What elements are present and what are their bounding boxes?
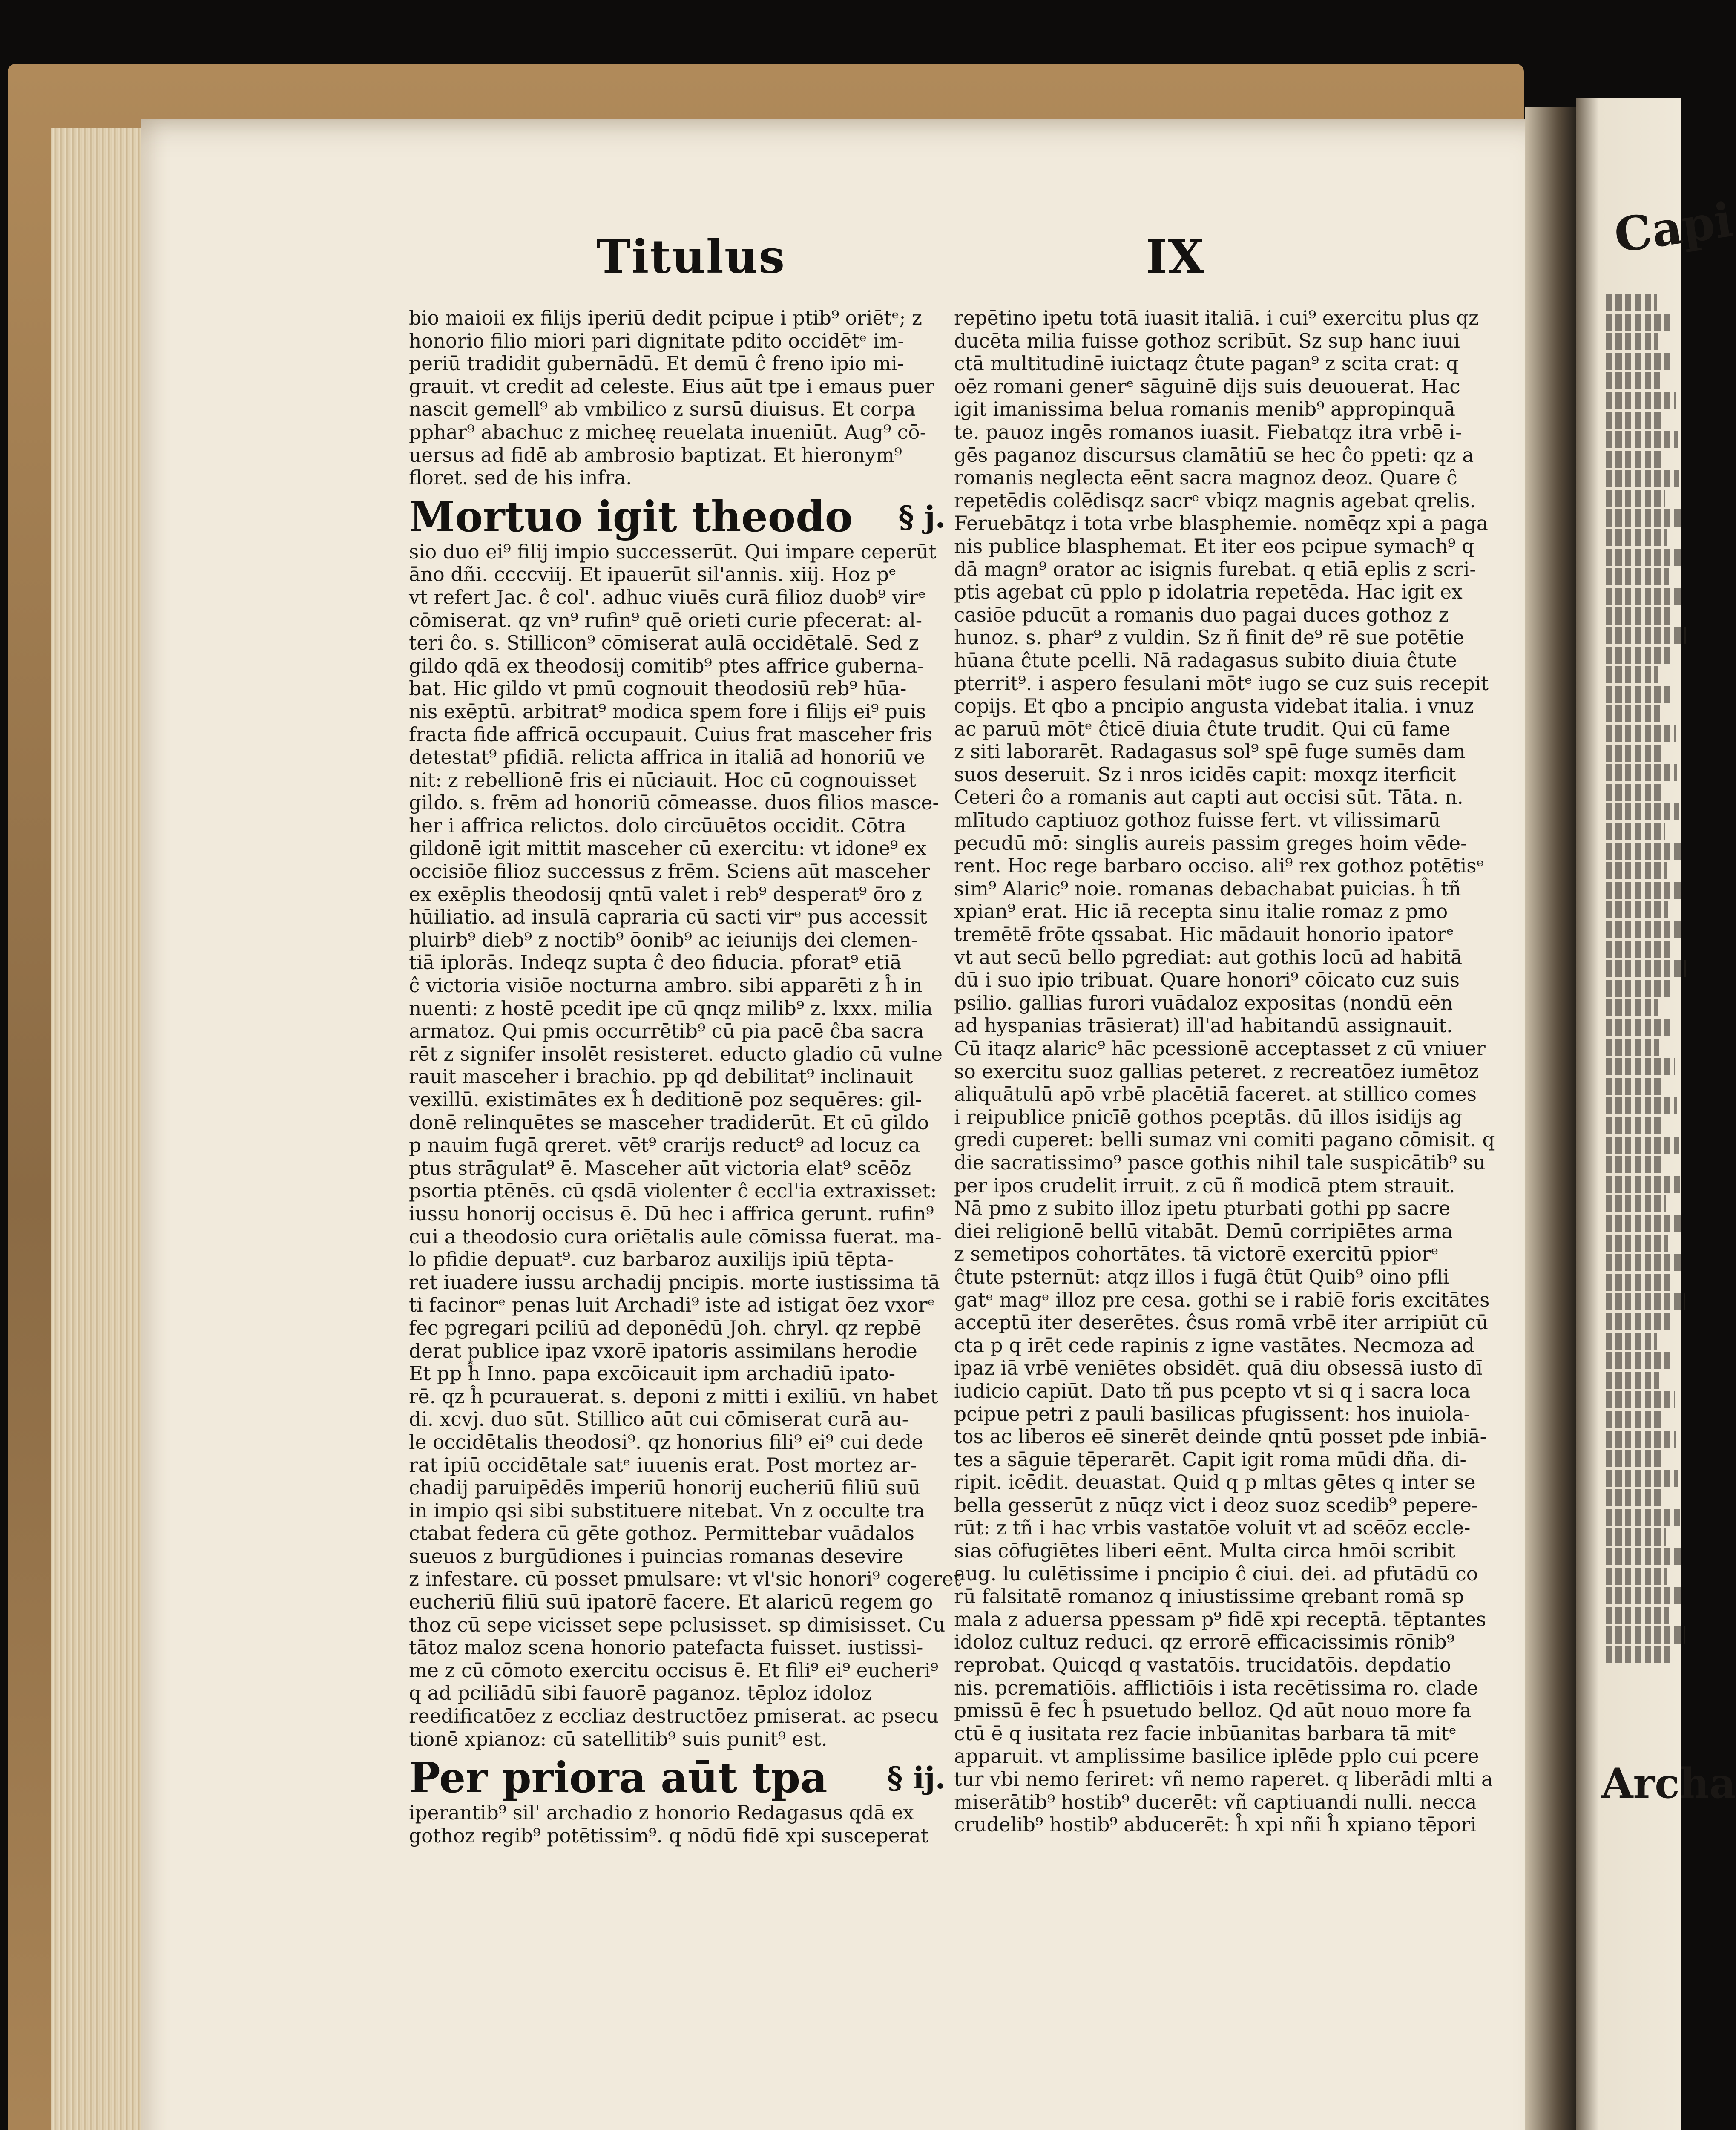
facing-page-line xyxy=(1606,745,1661,762)
text-line: rū falsitatē romanoz q iniustissime qrebant romā sp xyxy=(954,1585,1464,1608)
text-line: ĉ victoria visiōe nocturna ambro. sibi apparēti z ĥ in xyxy=(409,974,923,997)
facing-page-line xyxy=(1606,941,1670,958)
facing-page-line xyxy=(1606,1548,1681,1565)
text-line: gildo qdā ex theodosij comitib⁹ ptes affrice guberna- xyxy=(409,654,924,677)
facing-page-line xyxy=(1606,862,1667,879)
facing-page-line xyxy=(1606,1607,1669,1624)
facing-page-line xyxy=(1606,1646,1671,1663)
facing-page-fragment: Archa xyxy=(1601,1759,1736,1808)
facing-page-line xyxy=(1606,392,1676,409)
text-line: casiōe pducūt a romanis duo pagai duces gothoz z xyxy=(954,603,1449,626)
text-line: pecudū mō: singlis aureis passim greges hoim vēde- xyxy=(954,832,1467,855)
text-line: sim⁹ Alaric⁹ noie. romanas debachabat puicias. ĥ tñ xyxy=(954,877,1461,900)
section-heading-1 xyxy=(409,489,958,541)
facing-page-line xyxy=(1606,1176,1680,1193)
text-line: cta p q irēt cede rapinis z igne vastātes. Necmoza ad xyxy=(954,1334,1475,1357)
facing-page-line xyxy=(1606,372,1660,389)
text-line: ret iuadere iussu archadij pncipis. morte iustissima tā xyxy=(409,1271,940,1294)
text-line: bio maioii ex filijs iperiū dedit pcipue i ptib⁹ oriētᵉ; z xyxy=(409,307,922,329)
text-line: repētino ipetu totā iuasit italiā. i cui⁹ exercitu plus qz xyxy=(954,307,1479,329)
text-line: āno dñi. ccccviij. Et ipauerūt sil'annis. xiij. Hoz pᵉ xyxy=(409,563,897,586)
text-line: rēt z signifer insolēt resisteret. educto gladio cū vulne xyxy=(409,1042,943,1065)
facing-page-line xyxy=(1606,353,1674,370)
facing-page-line xyxy=(1606,529,1667,546)
facing-page-line xyxy=(1606,1391,1675,1408)
text-line: z infestare. cū posset pmulsare: vt vl'sic honori⁹ cogeret xyxy=(409,1568,961,1591)
text-line: bat. Hic gildo vt pmū cognouit theodosiū reb⁹ hūa- xyxy=(409,677,907,700)
text-line: Nā pmo z subito illoz ipetu pturbati gothi pp sacre xyxy=(954,1197,1451,1220)
text-line: tionē xpianoz: cū satellitib⁹ suis punit⁹ est. xyxy=(409,1727,828,1750)
text-line: ad hyspanias trāsierat) ill'ad habitandū assignauit. xyxy=(954,1014,1453,1037)
facing-page-line xyxy=(1606,1509,1680,1526)
section-heading-2 xyxy=(409,1750,958,1802)
left-column-intro xyxy=(409,307,958,489)
text-line: thoz cū sepe vicisset sepe pclusisset. sp dimisisset. Cu xyxy=(409,1613,946,1636)
text-line: fec pgregari pciliū ad deponēdū Joh. chryl. qz repbē xyxy=(409,1316,922,1339)
text-line: hūana ĉtute pcelli. Nā radagasus subito diuia ĉtute xyxy=(954,649,1457,672)
text-line: nuenti: z hostē pcedit ipe cū qnqz milib⁹ z. lxxx. milia xyxy=(409,997,933,1020)
text-line: psilio. gallias furori vuādaloz expositas (nondū eēn xyxy=(954,991,1453,1014)
text-line: ducēta milia fuisse gothoz scribūt. Sz sup hanc iuui xyxy=(954,329,1460,352)
text-line: floret. sed de his infra. xyxy=(409,466,632,489)
facing-page-line xyxy=(1606,764,1677,781)
text-line: psortia ptēnēs. cū qsdā violenter ĉ eccl'ia extraxisset: xyxy=(409,1180,937,1203)
text-line: i reipublice pnicīē gothos pceptās. dū illos isidijs ag xyxy=(954,1105,1463,1128)
facing-page-line xyxy=(1606,1313,1671,1330)
text-line: te. pauoz ingēs romanos iuasit. Fiebatqz itra vrbē i- xyxy=(954,420,1462,443)
right-column xyxy=(954,307,1503,1836)
text-line: p nauim fugā qreret. vēt⁹ crarijs reduct⁹ ad locuz ca xyxy=(409,1134,920,1157)
text-line: ex exēplis theodosij qntū valet i reb⁹ desperat⁹ ōro z xyxy=(409,883,922,906)
text-line: Cū itaqz alaric⁹ hāc pcessionē acceptasset z cū vniuer xyxy=(954,1037,1486,1060)
section-heading-1-text: Mortuo igit theodo xyxy=(409,492,853,541)
page-edges xyxy=(51,128,145,2130)
text-line: igit imanissima belua romanis menib⁹ appropinquā xyxy=(954,398,1456,421)
text-line: le occidētalis theodosi⁹. qz honorius fili⁹ ei⁹ cui dede xyxy=(409,1431,923,1454)
text-line: sueuos z burgūdiones i puincias romanas desevire xyxy=(409,1545,904,1568)
facing-page-line xyxy=(1606,568,1669,585)
facing-page-line xyxy=(1606,1137,1679,1154)
text-line: ripit. icēdit. deuastat. Quid q p mltas gētes q inter se xyxy=(954,1471,1476,1494)
text-line: Et pp ĥ Inno. papa excōicauit ipm archadiū ipato- xyxy=(409,1362,896,1385)
text-line: gothoz regib⁹ potētissim⁹. q nōdū fidē xpi susceperat xyxy=(409,1824,928,1847)
text-line: sias cōfugiētes liberi eēnt. Multa circa hmōi scribit xyxy=(954,1540,1455,1563)
text-line: dā magn⁹ orator ac isignis furebat. q etiā eplis z scri- xyxy=(954,558,1476,581)
text-line: ti facinorᵉ penas luit Archadi⁹ iste ad istigat ōez vxorᵉ xyxy=(409,1294,935,1317)
text-line: ptis agebat cū pplo p idolatria repetēda. Hac igit ex xyxy=(954,581,1463,604)
facing-page xyxy=(1576,98,1736,2130)
text-line: repetēdis colēdisqz sacrᵉ vbiqz magnis agebat qrelis. xyxy=(954,489,1476,512)
facing-page-line xyxy=(1606,784,1663,801)
text-line: rat ipiū occidētale satᵉ iuuenis erat. Post mortez ar- xyxy=(409,1454,917,1477)
facing-page-line xyxy=(1606,882,1682,899)
text-line: chadij paruipēdēs imperiū honorij eucheriū filiū suū xyxy=(409,1477,921,1500)
text-line: mlītudo captiuoz gothoz fuisse fert. vt vilissimarū xyxy=(954,809,1441,832)
facing-page-line xyxy=(1606,803,1679,820)
facing-page-line xyxy=(1606,627,1686,644)
facing-page-line xyxy=(1606,1372,1659,1389)
facing-page-line xyxy=(1606,1626,1685,1644)
facing-page-line xyxy=(1606,921,1684,938)
text-line: crudelib⁹ hostib⁹ abducerēt: ĥ xpi nñi ĥ xpiano tēpori xyxy=(954,1813,1477,1836)
facing-page-line xyxy=(1606,1411,1661,1428)
facing-page-line xyxy=(1606,1333,1657,1350)
text-line: gildonē igit mittit masceher cū exercitu: vt idone⁹ ex xyxy=(409,837,927,860)
facing-page-line xyxy=(1606,451,1664,468)
text-line: honorio filio miori pari dignitate pdito occidētᵉ im- xyxy=(409,329,904,352)
text-line: suos deseruit. Sz i nros icidēs capit: moxqz iterficit xyxy=(954,763,1456,786)
text-line: donē relinquētes se masceher tradiderūt. Et cū gildo xyxy=(409,1111,929,1134)
text-line: diei religionē bellū vitabāt. Demū corripiētes arma xyxy=(954,1220,1453,1243)
facing-page-line xyxy=(1606,725,1676,742)
text-line: pphar⁹ abachuc z micheę reuelata inueniūt. Aug⁹ cō- xyxy=(409,420,926,443)
text-line: hunoz. s. phar⁹ z vuldin. Sz ñ finit de⁹ rē sue potētie xyxy=(954,626,1465,649)
facing-page-line xyxy=(1606,980,1672,997)
text-line: nis. pcrematiōis. afflictiōis i ista recētissima ro. clade xyxy=(954,1676,1478,1699)
book-gutter xyxy=(1525,106,1580,2130)
text-line: detestat⁹ pfidiā. relicta affrica in italiā ad honoriū ve xyxy=(409,746,925,769)
text-line: armatoz. Qui pmis occurrētib⁹ cū pia pacē ĉba sacra xyxy=(409,1020,924,1043)
facing-page-head: Capi xyxy=(1611,192,1736,263)
text-line: mala z aduersa ppessam p⁹ fidē xpi receptā. tēptantes xyxy=(954,1608,1486,1631)
text-line: reprobat. Quicqd q vastatōis. trucidatōis. depdatio xyxy=(954,1654,1451,1677)
text-line: idoloz cultuz reduci. qz errorē efficacissimis rōnib⁹ xyxy=(954,1631,1454,1654)
facing-page-line xyxy=(1606,960,1686,977)
text-line: derat publice ipaz vxorē ipatoris assimilans herodie xyxy=(409,1339,917,1362)
facing-page-line xyxy=(1606,1450,1662,1467)
text-line: pluirb⁹ dieb⁹ z noctib⁹ ōonib⁹ ac ieiunijs dei clemen- xyxy=(409,928,918,951)
text-line: vt aut secū bello pgrediat: aut gothis locū ad habitā xyxy=(954,946,1463,969)
facing-page-line xyxy=(1606,705,1660,722)
text-line: ctū ē q iusitata rez facie inbūanitas barbara tā mitᵉ xyxy=(954,1722,1457,1745)
text-line: iperantib⁹ sil' archadio z honorio Redagasus qdā ex xyxy=(409,1802,914,1825)
left-column-tail xyxy=(409,1802,958,1847)
text-line: Feruebātqz i tota vrbe blasphemie. nomēqz xpi a paga xyxy=(954,512,1488,535)
running-head-number: IX xyxy=(1146,230,1205,284)
facing-page-line xyxy=(1606,588,1684,605)
text-line: q ad pciliādū sibi fauorē paganoz. tēploz idoloz xyxy=(409,1682,872,1705)
text-line: sio duo ei⁹ filij impio successerūt. Qui impare ceperūt xyxy=(409,540,937,563)
facing-page-line xyxy=(1606,1058,1675,1075)
text-line: cōmiserat. qz vn⁹ rufin⁹ quē orieti curie pfecerat: al- xyxy=(409,609,923,632)
facing-page-line xyxy=(1606,607,1670,625)
facing-page-line xyxy=(1606,412,1662,429)
text-line: rauit masceher i brachio. pp qd debilitat⁹ inclinauit xyxy=(409,1065,913,1088)
facing-page-line xyxy=(1606,647,1672,664)
text-line: her i affrica relictos. dolo circūuētos occidit. Cōtra xyxy=(409,814,906,837)
text-line: ipaz iā vrbē veniētes obsidēt. quā diu obsessā iusto dī xyxy=(954,1357,1483,1380)
text-line: reedificatōez z eccliaz destructōez pmiserat. ac psecu xyxy=(409,1705,939,1728)
facing-page-line xyxy=(1606,1274,1670,1291)
text-line: tremētē frōte qssabat. Hic mādauit honorio ipatorᵉ xyxy=(954,923,1454,946)
facing-page-line xyxy=(1606,1431,1676,1448)
text-line: nis exēptū. arbitrat⁹ modica spem fore i filijs ei⁹ puis xyxy=(409,700,926,723)
text-line: romanis neglecta eēnt sacra magnoz deoz. Quare ĉ xyxy=(954,466,1457,489)
text-line: vt refert Jac. ĉ col'. adhuc viuēs curā filioz duob⁹ virᵉ xyxy=(409,586,926,609)
text-line: cui a theodosio cura oriētalis aule cōmissa fuerat. ma- xyxy=(409,1225,942,1248)
text-line: rent. Hoc rege barbaro occiso. ali⁹ rex gothoz potētisᵉ xyxy=(954,855,1484,878)
text-line: pcipue petri z pauli basilicas pfugissent: hos inuiola- xyxy=(954,1402,1470,1425)
text-line: miserātib⁹ hostib⁹ ducerēt: vñ captiuandi nulli. necca xyxy=(954,1790,1477,1813)
text-line: aug. lu culētissime i pncipio ĉ ciui. dei. ad pfutādū co xyxy=(954,1562,1478,1585)
text-line: acceptū iter deserētes. ĉsus romā vrbē iter arripiūt cū xyxy=(954,1311,1489,1334)
text-line: ac paruū mōtᵉ ĉticē diuia ĉtute trudit. Qui cū fame xyxy=(954,717,1451,740)
facing-page-line xyxy=(1606,1568,1667,1585)
text-line: teri ĉo. s. Stillicon⁹ cōmiserat aulā occidētalē. Sed z xyxy=(409,632,919,655)
text-line: apparuit. vt amplissime basilice iplēde pplo cui pcere xyxy=(954,1745,1479,1768)
facing-page-line xyxy=(1606,314,1673,331)
text-line: rē. qz ĥ pcurauerat. s. deponi z mitti i exiliū. vn habet xyxy=(409,1385,938,1408)
facing-page-line xyxy=(1606,1195,1666,1212)
facing-page-line xyxy=(1606,823,1665,840)
text-line: tiā iplorās. Indeqz supta ĉ deo fiducia. pforat⁹ etiā xyxy=(409,951,902,974)
text-line: iussu honorij occisus ē. Dū hec i affrica gerunt. rufin⁹ xyxy=(409,1202,934,1225)
facing-page-line xyxy=(1606,1489,1664,1506)
text-line: grauit. vt credit ad celeste. Eius aūt tpe i emaus puer xyxy=(409,375,934,398)
facing-page-line xyxy=(1606,1078,1661,1095)
text-line: copijs. Et qbo a pncipio angusta videbat italia. i vnuz xyxy=(954,695,1474,718)
section-mark-2: § ij. xyxy=(887,1760,946,1796)
text-line: tos ac liberos eē sinerēt deinde qntū posset pde inbiā- xyxy=(954,1425,1487,1448)
text-line: ptus strāgulat⁹ ē. Masceher aūt victoria elat⁹ scēōz xyxy=(409,1157,911,1180)
text-line: nascit gemell⁹ ab vmbilico z sursū diuisus. Et corpa xyxy=(409,398,916,421)
text-line: fracta fide affricā occupauit. Cuius frat masceher fris xyxy=(409,723,932,746)
text-line: gredi cuperet: belli sumaz vni comiti pagano cōmisit. q xyxy=(954,1128,1495,1151)
facing-page-text xyxy=(1606,294,1687,1666)
right-column-body xyxy=(954,307,1503,1836)
text-line: rūt: z tñ i hac vrbis vastatōe voluit vt ad scēōz eccle- xyxy=(954,1517,1471,1540)
facing-page-line xyxy=(1606,1215,1682,1232)
facing-page-line xyxy=(1606,1528,1666,1546)
text-line: di. xcvj. duo sūt. Stillico aūt cui cōmiserat curā au- xyxy=(409,1408,909,1431)
facing-page-line xyxy=(1606,431,1678,448)
text-line: tātoz maloz scena honorio patefacta fuisset. iustissi- xyxy=(409,1636,923,1659)
text-line: eucheriū filiū suū ipatorē facere. Et alaricū regem go xyxy=(409,1591,933,1614)
facing-page-line xyxy=(1606,1039,1659,1056)
left-column-body xyxy=(409,540,961,1750)
facing-page-line xyxy=(1606,1352,1673,1369)
left-column xyxy=(409,307,961,1847)
text-line: ctā multitudinē iuictaqz ĉtute pagan⁹ z scita crat: q xyxy=(954,352,1459,375)
facing-page-line xyxy=(1606,470,1679,487)
text-line: periū tradidit gubernādū. Et demū ĉ freno ipio mi- xyxy=(409,352,904,375)
facing-page-line xyxy=(1606,1019,1673,1036)
section-heading-2-text: Per priora aūt tpa xyxy=(409,1753,828,1803)
facing-page-line xyxy=(1606,666,1658,683)
running-head-title: Titulus xyxy=(596,230,786,284)
facing-page-line xyxy=(1606,509,1681,527)
text-line: xpian⁹ erat. Hic iā recepta sinu italie romaz z pmo xyxy=(954,900,1448,923)
facing-page-line xyxy=(1606,294,1657,311)
text-line: ctabat federa cū gēte gothoz. Permittebar vuādalos xyxy=(409,1522,915,1545)
text-line: tur vbi nemo feriret: vñ nemo raperet. q liberādi mlti a xyxy=(954,1768,1493,1790)
text-line: gēs paganoz discursus clamātiū se hec ĉo ppeti: qz a xyxy=(954,443,1474,466)
facing-page-line xyxy=(1606,901,1668,918)
facing-page-line xyxy=(1606,333,1658,350)
text-line: oēz romani generᵉ sāguinē dijs suis deuouerat. Hac xyxy=(954,375,1460,398)
text-line: uersus ad fidē ab ambrosio baptizat. Et hieronym⁹ xyxy=(409,443,902,466)
facing-page-line xyxy=(1606,1470,1678,1487)
text-line: Ceteri ĉo a romanis aut capti aut occisi sūt. Tāta. n. xyxy=(954,786,1463,809)
text-line: gildo. s. frēm ad honoriū cōmeasse. duos filios masce- xyxy=(409,792,939,815)
section-mark-1: § j. xyxy=(898,499,946,535)
text-line: me z cū cōmoto exercitu occisus ē. Et fili⁹ ei⁹ eucheri⁹ xyxy=(409,1659,939,1682)
text-line: pmissū ē fec ĥ psuetudo belloz. Qd aūt nouo more fa xyxy=(954,1699,1472,1722)
text-line: hūiliatio. ad insulā capraria cū sacti virᵉ pus accessit xyxy=(409,906,928,929)
text-line: per ipos crudelit irruit. z cū ñ modicā ptem strauit. xyxy=(954,1174,1455,1197)
facing-page-line xyxy=(1606,843,1681,860)
facing-page-line xyxy=(1606,686,1674,703)
text-line: in impio qsi sibi substituere nitebat. Vn z occulte tra xyxy=(409,1499,925,1522)
text-line: vexillū. existimātes ex ĥ deditionē poz sequēres: gil- xyxy=(409,1088,922,1111)
facing-page-line xyxy=(1606,549,1683,566)
text-line: pterrit⁹. i aspero fesulani mōtᵉ iugo se cuz suis recepit xyxy=(954,672,1489,695)
text-line: lo pfidie depuat⁹. cuz barbaroz auxilijs ipiū tēpta- xyxy=(409,1248,894,1271)
text-line: iudicio capiūt. Dato tñ pus pcepto vt si q i sacra loca xyxy=(954,1379,1471,1402)
text-line: occisiōe filioz successus z frēm. Sciens aūt masceher xyxy=(409,860,930,883)
facing-page-line xyxy=(1606,1156,1664,1173)
facing-page-line xyxy=(1606,490,1665,507)
text-line: so exercitu suoz gallias peteret. z recreatōez iumētoz xyxy=(954,1060,1479,1083)
facing-page-line xyxy=(1606,999,1658,1016)
text-line: gatᵉ magᵉ illoz pre cesa. gothi se i rabiē foris excitātes xyxy=(954,1288,1490,1311)
text-line: z siti laborarēt. Radagasus sol⁹ spē fuge sumēs dam xyxy=(954,740,1466,763)
text-line: dū i suo ipio tribuat. Quare honori⁹ cōicato cuz suis xyxy=(954,969,1460,992)
text-line: z semetipos cohortātes. tā victorē exercitū ppiorᵉ xyxy=(954,1243,1439,1266)
facing-page-line xyxy=(1606,1293,1685,1310)
text-line: ĉtute psternūt: atqz illos i fugā ĉtūt Quib⁹ oino pfli xyxy=(954,1265,1449,1288)
text-line: aliquātulū apō vrbē placētiā faceret. at stillico comes xyxy=(954,1083,1477,1106)
facing-page-line xyxy=(1606,1097,1677,1114)
text-line: nis publice blasphemat. Et iter eos pcipue symach⁹ q xyxy=(954,535,1474,558)
text-line: die sacratissimo⁹ pasce gothis nihil tale suspicātib⁹ su xyxy=(954,1151,1486,1174)
facing-page-line xyxy=(1606,1117,1663,1134)
facing-page-line xyxy=(1606,1254,1684,1271)
facing-page-line xyxy=(1606,1235,1668,1252)
text-line: nit: z rebellionē fris ei nūciauit. Hoc cū cognouisset xyxy=(409,769,917,792)
text-line: tes a sāguie tēperarēt. Capit igit roma mūdi dña. di- xyxy=(954,1448,1466,1471)
text-line: bella gesserūt z nūqz vict i deoz suoz scedib⁹ pepere- xyxy=(954,1494,1478,1517)
facing-page-line xyxy=(1606,1587,1683,1604)
